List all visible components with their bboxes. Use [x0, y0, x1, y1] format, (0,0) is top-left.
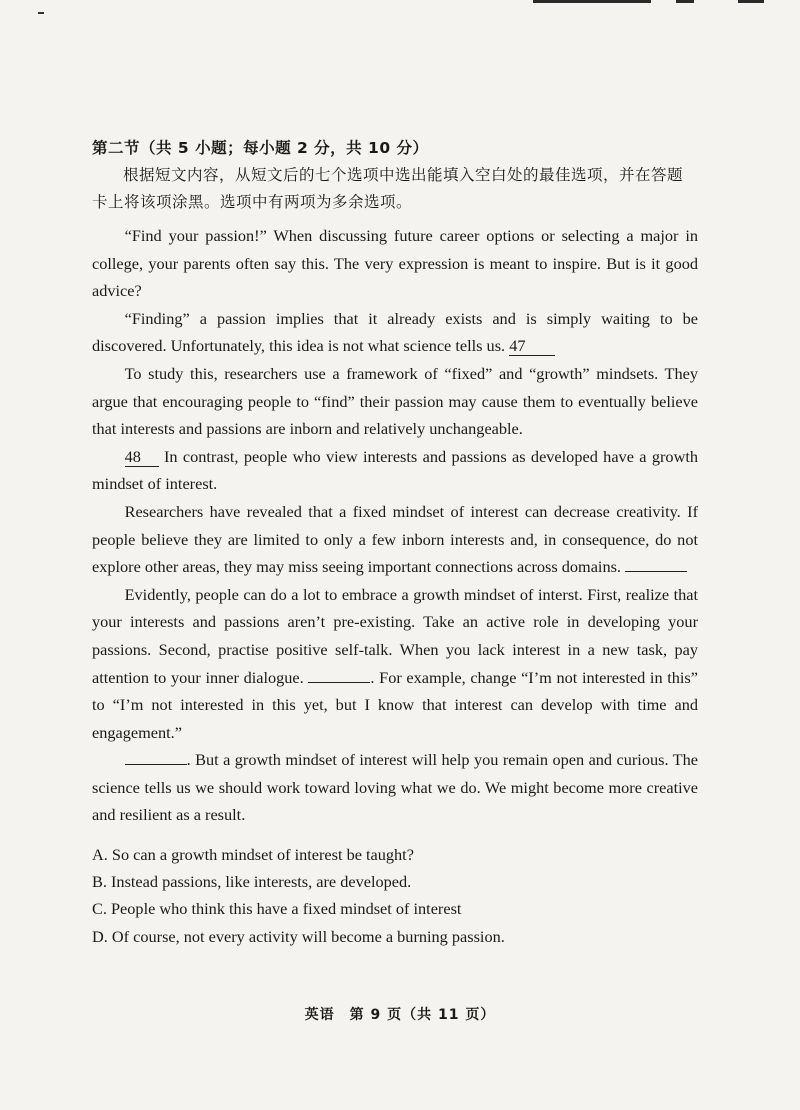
paragraph-3: To study this, researchers use a framework of “fixed” and “growth” mindsets. They argue that encouraging people to “find” their passion may cause them to eventually believe that interests and passions are inborn and relatively unchangeable. [92, 363, 698, 439]
scan-edge-mark [676, 0, 694, 3]
paragraph-1: “Find your passion!” When discussing future career options or selecting a major in college, your parents often say this. The very expression is meant to inspire. But is it good advice? [92, 226, 698, 301]
page-footer: 英语 第 9 页（共 11 页） [304, 1007, 496, 1023]
paragraph-4 [92, 443, 698, 498]
paragraph-7 [92, 746, 698, 829]
paragraph-6-text-before: Evidently, people can do a lot to embrace a growth mindset of interst. First, realize that your interests and passions aren’t pre-existing. Take an active role in developing your passions. Second, practise positive self-talk. When you lack interest in a new task, pay attention to your inner dialogue. [92, 584, 698, 687]
paragraph-6-text-after: . For example, change “I’m not interested in this” to “I’m not interested in this yet, but I know that interest can develop with time and engagement.” [92, 667, 698, 742]
option-d: D. Of course, not every activity will become a burning passion. [92, 926, 505, 946]
paragraph-6 [92, 581, 698, 747]
paragraph-5 [92, 498, 698, 581]
section-title: 第二节（共 5 小题；每小题 2 分，共 10 分） [92, 139, 429, 157]
paragraph-7-text: . But a growth mindset of interest will help you remain open and curious. The science tells us we should work toward loving what we do. We might become more creative and resilient as a result. [92, 750, 698, 825]
paragraph-2 [92, 305, 698, 360]
blank-50[interactable] [308, 682, 370, 683]
option-b: B. Instead passions, like interests, are developed. [92, 872, 412, 892]
section-instructions: 根据短文内容，从短文后的七个选项中选出能填入空白处的最佳选项，并在答题卡上将该项涂黑。选项中有两项为多余选项。 [92, 166, 684, 211]
paragraph-4-text: In contrast, people who view interests and passions as developed have a growth mindset of interest. [92, 446, 698, 494]
blank-51[interactable] [125, 764, 187, 765]
scan-edge-mark [533, 0, 651, 3]
option-a: A. So can a growth mindset of interest be taught? [92, 845, 414, 865]
options-list [92, 841, 698, 950]
blank-47[interactable]: 47 [509, 337, 555, 356]
blank-48[interactable]: 48 [125, 448, 159, 467]
passage [92, 222, 698, 829]
paragraph-5-text: Researchers have revealed that a fixed mindset of interest can decrease creativity. If people believe they are limited to only a few inborn interests and, in consequence, do not explore other areas, they may miss seeing important connections across domains. [92, 501, 698, 577]
scan-edge-mark [738, 0, 764, 3]
scan-edge-mark [38, 12, 44, 14]
blank-49[interactable] [625, 571, 687, 572]
paragraph-2-text: “Finding” a passion implies that it already exists and is simply waiting to be discovered. Unfortunately, this idea is not what science tells us. [92, 308, 698, 356]
option-c: C. People who think this have a fixed mindset of interest [92, 899, 462, 919]
section-content [92, 135, 698, 950]
